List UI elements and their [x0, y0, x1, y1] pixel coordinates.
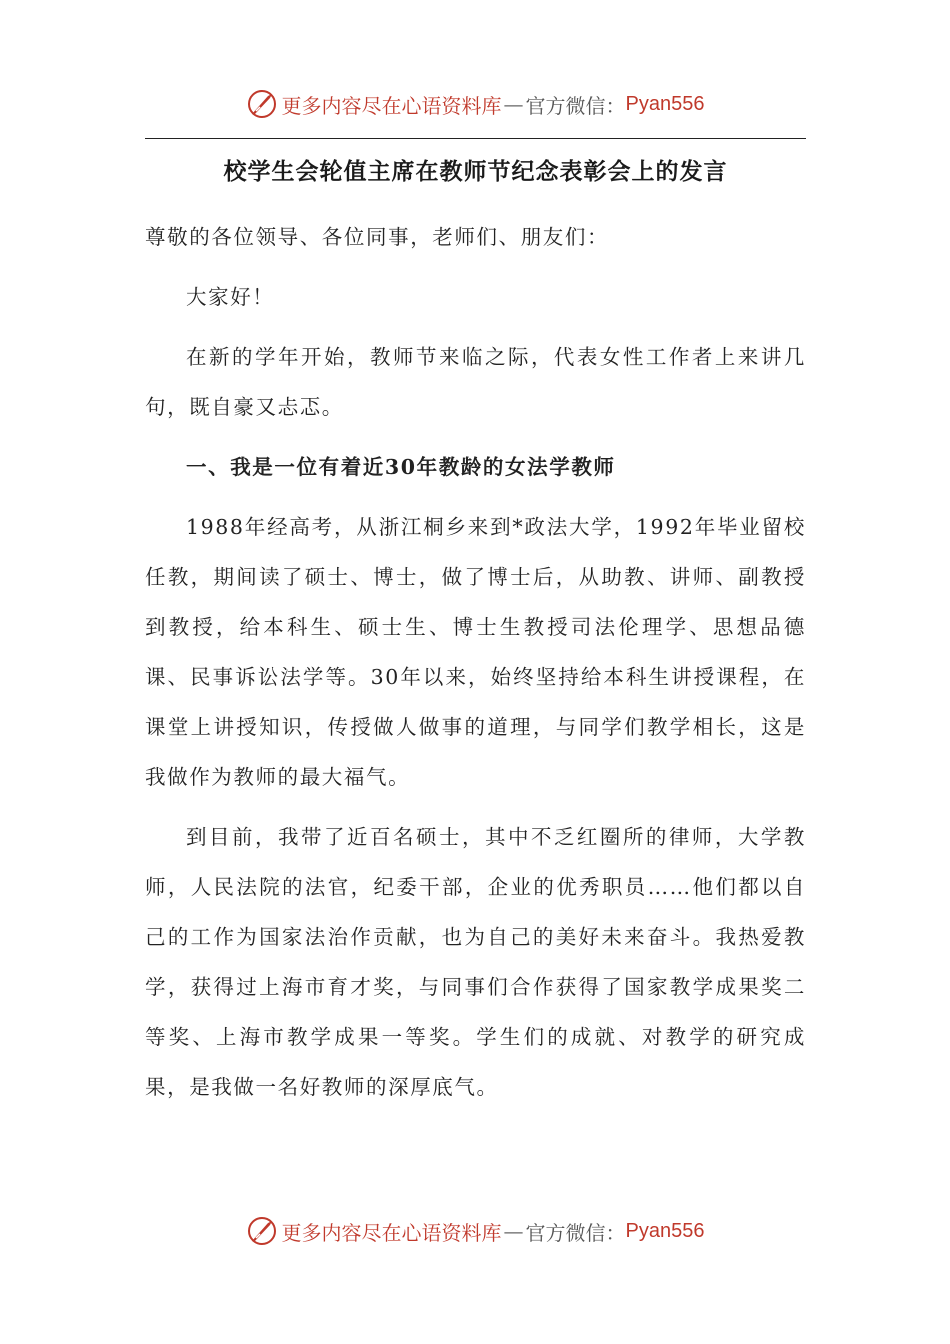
banner-wechat-id: Pyan556 — [625, 1219, 705, 1242]
body-paragraph-3: 到目前，我带了近百名硕士，其中不乏红圈所的律师，大学教师，人民法院的法官，纪委干部，企业的优秀职员……他们都以自己的工作为国家法治作贡献，也为自己的美好未来奋斗。我热爱教学，获得过上海市育才奖，与同事们合作获得了国家教学成果奖二等奖、上海市教学成果一等奖。学生们的成就、对教学的研究成果，是我做一名好教师的深厚底气。 — [145, 825, 806, 1099]
quill-pen-logo-icon — [246, 88, 278, 120]
header-banner — [0, 84, 950, 124]
banner-site-name: 更多内容尽在心语资料库 — [281, 93, 502, 118]
banner-wechat-label: 官方微信： — [525, 93, 626, 118]
salutation-paragraph: 尊敬的各位领导、各位同事，老师们、朋友们： — [145, 225, 610, 249]
banner-wechat-id: Pyan556 — [625, 92, 705, 115]
quill-pen-logo-icon — [246, 1215, 278, 1247]
footer-banner — [0, 1211, 950, 1251]
document-body — [145, 212, 806, 1122]
banner-dash: — — [503, 92, 524, 116]
section-heading-1: 一、我是一位有着近30年教龄的女法学教师 — [186, 455, 616, 479]
greeting-paragraph: 大家好！ — [186, 285, 275, 309]
banner-wechat-label: 官方微信： — [525, 1220, 626, 1245]
header-rule — [145, 138, 806, 139]
body-paragraph-1: 在新的学年开始，教师节来临之际，代表女性工作者上来讲几句，既自豪又忐忑。 — [145, 345, 806, 419]
document-title: 校学生会轮值主席在教师节纪念表彰会上的发言 — [223, 158, 728, 185]
body-paragraph-2: 1988年经高考，从浙江桐乡来到*政法大学，1992年毕业留校任教，期间读了硕士、博士，做了博士后，从助教、讲师、副教授到教授，给本科生、硕士生、博士生教授司法伦理学、思想品德课、民事诉讼法学等。30年以来，始终坚持给本科生讲授课程，在课堂上讲授知识，传授做人做事的道理，与同学们教学相长，这是我做作为教师的最大福气。 — [145, 515, 806, 789]
banner-site-name: 更多内容尽在心语资料库 — [281, 1220, 502, 1245]
banner-dash: — — [503, 1219, 524, 1243]
